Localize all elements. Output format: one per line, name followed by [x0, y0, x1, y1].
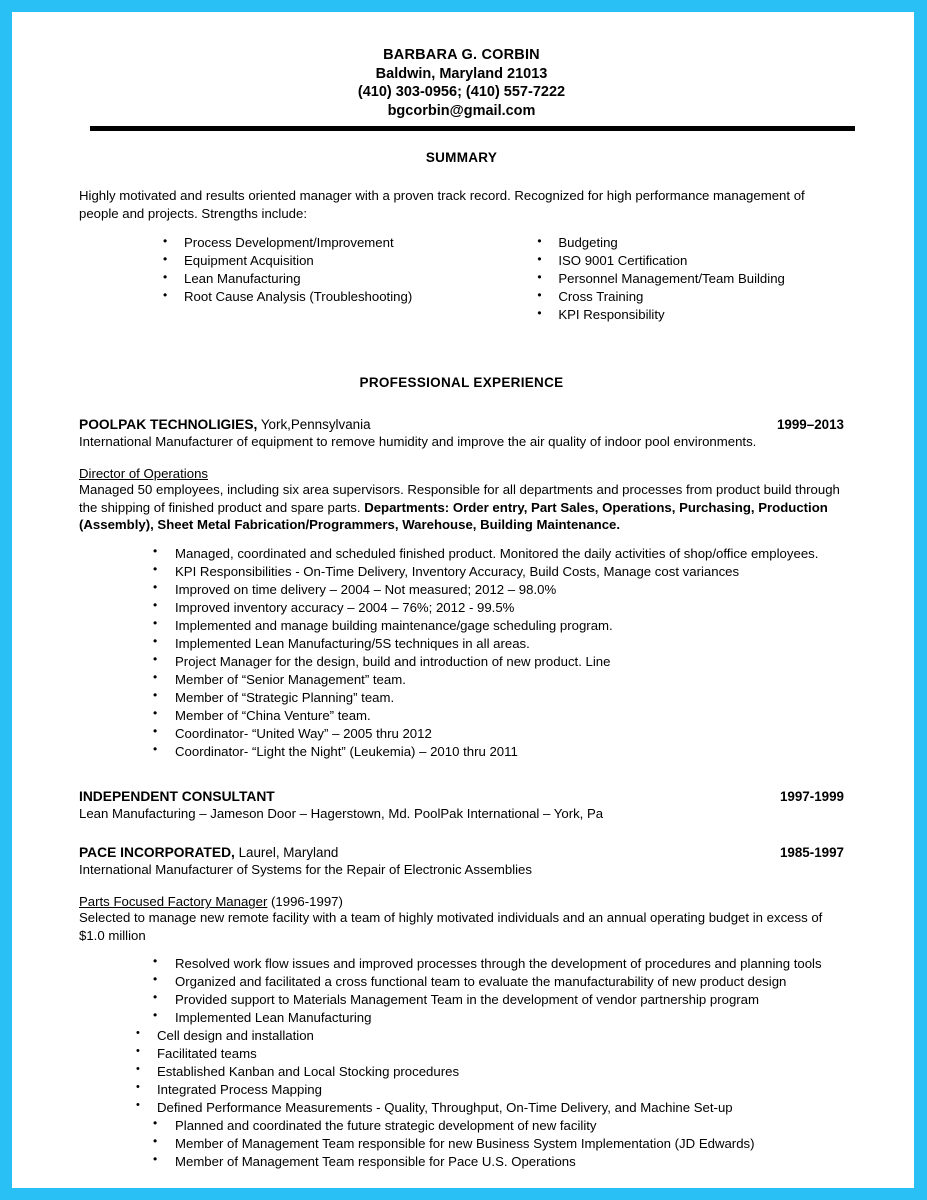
candidate-email: bgcorbin@gmail.com — [387, 102, 536, 119]
list-item: • Defined Performance Measurements - Quality, Throughput, On-Time Delivery, and Machine Set-up — [133, 1099, 844, 1116]
strengths-list-left — [159, 235, 465, 306]
job-dates: 1997-1999 — [779, 789, 844, 805]
job-organization — [79, 789, 275, 804]
role-description-plain: Managed 50 employees, including six area supervisors. Responsible for all departments and processes from product build through the shipping of finished product and spare parts. — [79, 482, 840, 515]
list-item: • Cross Training — [533, 289, 844, 306]
strengths-list-right — [533, 235, 844, 323]
list-item: • Member of “Strategic Planning” team. — [150, 689, 844, 706]
job-location: York,Pennsylvania — [257, 416, 371, 432]
summary-paragraph: Highly motivated and results oriented manager with a proven track record. Recognized for high performance management of people and projects. Strengths include: — [79, 188, 805, 221]
strengths-column-right — [465, 235, 844, 324]
job-header — [79, 417, 844, 432]
job-entry-poolpak — [79, 417, 844, 760]
list-item: • Integrated Process Mapping — [133, 1081, 844, 1098]
role-title: Parts Focused Factory Manager — [79, 894, 268, 910]
candidate-name: BARBARA G. CORBIN — [383, 47, 540, 63]
role-description — [79, 909, 844, 944]
list-item: • Established Kanban and Local Stocking procedures — [133, 1063, 844, 1080]
list-item: • Root Cause Analysis (Troubleshooting) — [159, 289, 465, 306]
list-item: • Planned and coordinated the future strategic development of new facility — [150, 1117, 844, 1134]
role-title: Director of Operations — [79, 466, 208, 482]
job-company: PACE INCORPORATED, — [79, 844, 235, 860]
list-item: • Personnel Management/Team Building — [533, 271, 844, 288]
strengths-columns — [79, 235, 844, 324]
list-item: • Implemented and manage building maintenance/gage scheduling program. — [150, 617, 844, 634]
job-role — [79, 466, 844, 481]
list-item: • Facilitated teams — [133, 1045, 844, 1062]
job-sub-bullets — [79, 1027, 844, 1116]
job-description: International Manufacturer of equipment to remove humidity and improve the air quality of indoor pool environments. — [79, 433, 757, 449]
header-divider — [90, 126, 855, 131]
list-item: • ISO 9001 Certification — [533, 253, 844, 270]
list-item: • Improved inventory accuracy – 2004 – 76%; 2012 - 99.5% — [150, 599, 844, 616]
list-item: • Equipment Acquisition — [159, 253, 465, 270]
job-description: International Manufacturer of Systems for the Repair of Electronic Assemblies — [79, 861, 532, 877]
list-item: • Coordinator- “Light the Night” (Leukemia) – 2010 thru 2011 — [150, 743, 844, 760]
strengths-column-left — [79, 235, 465, 324]
job-header — [79, 845, 844, 860]
list-item: • Member of “Senior Management” team. — [150, 671, 844, 688]
job-organization — [79, 417, 371, 432]
list-item: • Implemented Lean Manufacturing — [150, 1009, 844, 1026]
list-item: • Cell design and installation — [133, 1027, 844, 1044]
job-role — [79, 894, 844, 909]
experience-heading: PROFESSIONAL EXPERIENCE — [359, 374, 564, 390]
job-organization — [79, 845, 338, 860]
resume-content — [79, 12, 844, 1171]
job-dates: 1999–2013 — [776, 416, 844, 432]
candidate-phones: (410) 303-0956; (410) 557-7222 — [357, 84, 566, 101]
list-item: • Member of Management Team responsible for Pace U.S. Operations — [150, 1153, 844, 1170]
list-item: • Provided support to Materials Management Team in the development of vendor partnership program — [150, 991, 844, 1008]
list-item: • Process Development/Improvement — [159, 235, 465, 252]
resume-page — [12, 12, 914, 1188]
list-item: • Improved on time delivery – 2004 – Not measured; 2012 – 98.0% — [150, 581, 844, 598]
candidate-location: Baldwin, Maryland 21013 — [375, 65, 548, 82]
list-item: • KPI Responsibility — [533, 307, 844, 324]
job-location: Laurel, Maryland — [234, 844, 339, 860]
contact-header — [79, 12, 844, 120]
job-company: INDEPENDENT CONSULTANT — [79, 789, 275, 805]
role-span: (1996-1997) — [267, 894, 343, 910]
list-item: • KPI Responsibilities - On-Time Delivery, Inventory Accuracy, Build Costs, Manage cost variances — [150, 563, 844, 580]
list-item: • Member of Management Team responsible for new Business System Implementation (JD Edwards) — [150, 1135, 844, 1152]
list-item: • Organized and facilitated a cross functional team to evaluate the manufacturability of new product design — [150, 973, 844, 990]
job-description: Lean Manufacturing – Jameson Door – Hagerstown, Md. PoolPak International – York, Pa — [79, 806, 604, 822]
job-bullets — [79, 955, 844, 1026]
job-entry-pace — [79, 845, 844, 1171]
list-item: • Resolved work flow issues and improved processes through the development of procedures and planning tools — [150, 955, 844, 972]
job-bullets-after — [79, 1117, 844, 1170]
job-company: POOLPAK TECHNOLIGIES, — [79, 416, 258, 432]
role-description-plain: Selected to manage new remote facility with a team of highly motivated individuals and an annual operating budget in excess of $1.0 million — [79, 910, 823, 943]
role-description-bold: Departments: Order entry, Part Sales, Operations, Purchasing, Production (Assembly), Sheet Metal Fabrication/Programmers, Warehouse, Building Maintenance. — [79, 499, 828, 533]
job-bullets — [79, 545, 844, 760]
summary-heading: SUMMARY — [425, 150, 498, 166]
list-item: • Member of “China Venture” team. — [150, 707, 844, 724]
list-item: • Budgeting — [533, 235, 844, 252]
list-item: • Lean Manufacturing — [159, 271, 465, 288]
list-item: • Managed, coordinated and scheduled finished product. Monitored the daily activities of shop/office employees. — [150, 545, 844, 562]
list-item: • Implemented Lean Manufacturing/5S techniques in all areas. — [150, 635, 844, 652]
job-header — [79, 789, 844, 804]
list-item: • Coordinator- “United Way” – 2005 thru 2012 — [150, 725, 844, 742]
job-entry-independent-consultant — [79, 789, 844, 822]
list-item: • Project Manager for the design, build and introduction of new product. Line — [150, 653, 844, 670]
role-description — [79, 481, 844, 534]
job-dates: 1985-1997 — [779, 844, 844, 860]
